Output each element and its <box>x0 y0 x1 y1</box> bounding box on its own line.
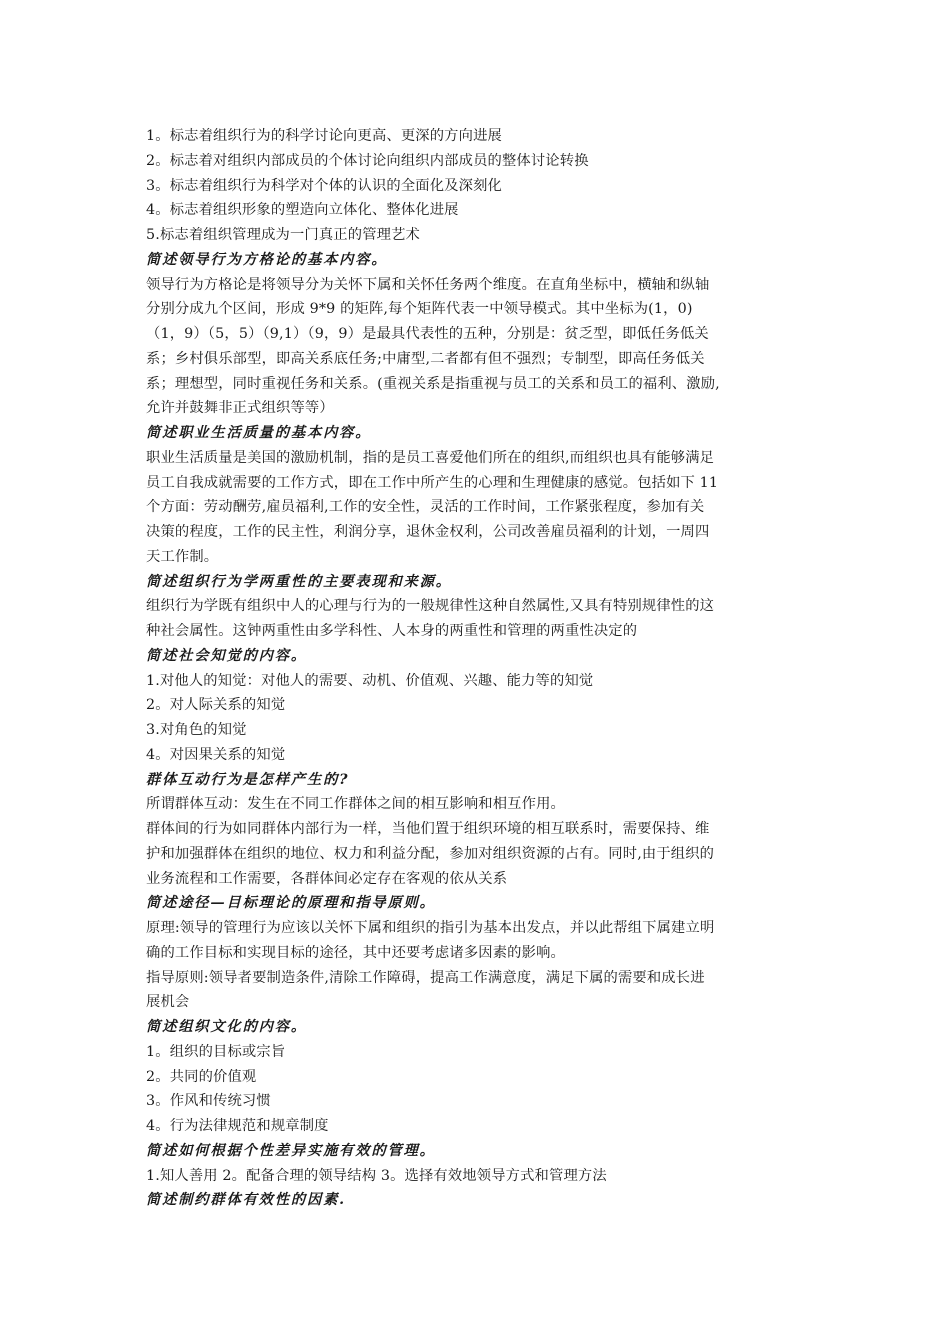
text-line: （1，9）（5，5）（9,1）（9，9）是最具代表性的五种，分别是：贫乏型，即低任务低关 <box>146 326 709 342</box>
section-heading: 简述制约群体有效性的因素. <box>146 1192 346 1209</box>
text-line: 1。组织的目标或宗旨 <box>146 1043 286 1060</box>
text-line: 领导行为方格论是将领导分为关怀下属和关怀任务两个维度。在直角坐标中，横轴和纵轴 <box>146 276 710 293</box>
text-line: 5.标志着组织管理成为一门真正的管理艺术 <box>146 227 420 243</box>
text-line: 分别分成九个区间，形成 9*9 的矩阵,每个矩阵代表一中领导模式。其中坐标为(1，0) <box>146 301 693 318</box>
text-line: 员工自我成就需要的工作方式，即在工作中所产生的心理和生理健康的感觉。包括如下 11 <box>146 474 719 491</box>
section-heading: 简述途径—目标理论的原理和指导原则。 <box>146 895 436 912</box>
text-line: 原理:领导的管理行为应该以关怀下属和组织的指引为基本出发点，并以此帮组下属建立明 <box>146 920 715 936</box>
text-line: 组织行为学既有组织中人的心理与行为的一般规律性这种自然属性,又具有特别规律性的这 <box>146 598 715 615</box>
text-line: 职业生活质量是美国的激励机制，指的是员工喜爱他们所在的组织,而组织也具有能够满足 <box>146 449 715 466</box>
text-line: 3。作风和传统习惯 <box>146 1093 271 1110</box>
text-line: 3.对角色的知觉 <box>146 722 247 738</box>
document-body <box>146 124 822 1213</box>
text-line: 4。行为法律规范和规章制度 <box>146 1118 329 1134</box>
text-line: 业务流程和工作需要，各群体间必定存在客观的依从关系 <box>146 870 508 887</box>
text-line: 1。标志着组织行为的科学讨论向更高、更深的方向进展 <box>146 128 502 144</box>
text-line: 4。对因果关系的知觉 <box>146 746 286 763</box>
text-line: 2。共同的价值观 <box>146 1068 257 1085</box>
text-line: 系；理想型，同时重视任务和关系。(重视关系是指重视与员工的关系和员工的福利、激励, <box>146 375 720 392</box>
text-line: 确的工作目标和实现目标的途径，其中还要考虑诸多因素的影响。 <box>146 944 565 961</box>
text-line: 个方面：劳动酬劳,雇员福利,工作的安全性，灵活的工作时间，工作紧张程度，参加有关 <box>146 499 705 516</box>
text-line: 系；乡村俱乐部型，即高关系底任务;中庸型,二者都有但不强烈；专制型，即高任务低关 <box>146 350 705 367</box>
text-line: 4。标志着组织形象的塑造向立体化、整体化进展 <box>146 202 459 219</box>
text-line: 种社会属性。这钟两重性由多学科性、人本身的两重性和管理的两重性决定的 <box>146 623 638 639</box>
text-line: 指导原则:领导者要制造条件,清除工作障碍，提高工作满意度，满足下属的需要和成长进 <box>146 969 705 986</box>
section-heading: 群体互动行为是怎样产生的? <box>146 771 350 788</box>
text-line: 所谓群体互动：发生在不同工作群体之间的相互影响和相互作用。 <box>146 796 565 813</box>
section-heading: 简述组织文化的内容。 <box>146 1019 307 1035</box>
text-line: 1.对他人的知觉：对他人的需要、动机、价值观、兴趣、能力等的知觉 <box>146 672 594 689</box>
text-line: 天工作制。 <box>146 548 219 565</box>
section-heading: 简述领导行为方格论的基本内容。 <box>146 251 388 268</box>
text-line: 3。标志着组织行为科学对个体的认识的全面化及深刻化 <box>146 177 502 194</box>
text-line: 展机会 <box>146 994 190 1011</box>
text-line: 允许并鼓舞非正式组织等等） <box>146 400 334 417</box>
text-line: 2。对人际关系的知觉 <box>146 697 286 714</box>
text-line: 1.知人善用 2。配备合理的领导结构 3。选择有效地领导方式和管理方法 <box>146 1167 607 1184</box>
section-heading: 简述社会知觉的内容。 <box>146 647 307 664</box>
text-line: 护和加强群体在组织的地位、权力和利益分配，参加对组织资源的占有。同时,由于组织的 <box>146 845 715 862</box>
section-heading: 简述组织行为学两重性的主要表现和来源。 <box>146 573 452 590</box>
text-line: 决策的程度，工作的民主性，利润分享，退休金权利，公司改善雇员福利的计划，一周四 <box>146 524 710 540</box>
section-heading: 简述职业生活质量的基本内容。 <box>146 425 372 441</box>
text-line: 2。标志着对组织内部成员的个体讨论向组织内部成员的整体讨论转换 <box>146 152 589 169</box>
text-line: 群体间的行为如同群体内部行为一样，当他们置于组织环境的相互联系时，需要保持、维 <box>146 821 710 837</box>
section-heading: 简述如何根据个性差异实施有效的管理。 <box>146 1142 436 1159</box>
